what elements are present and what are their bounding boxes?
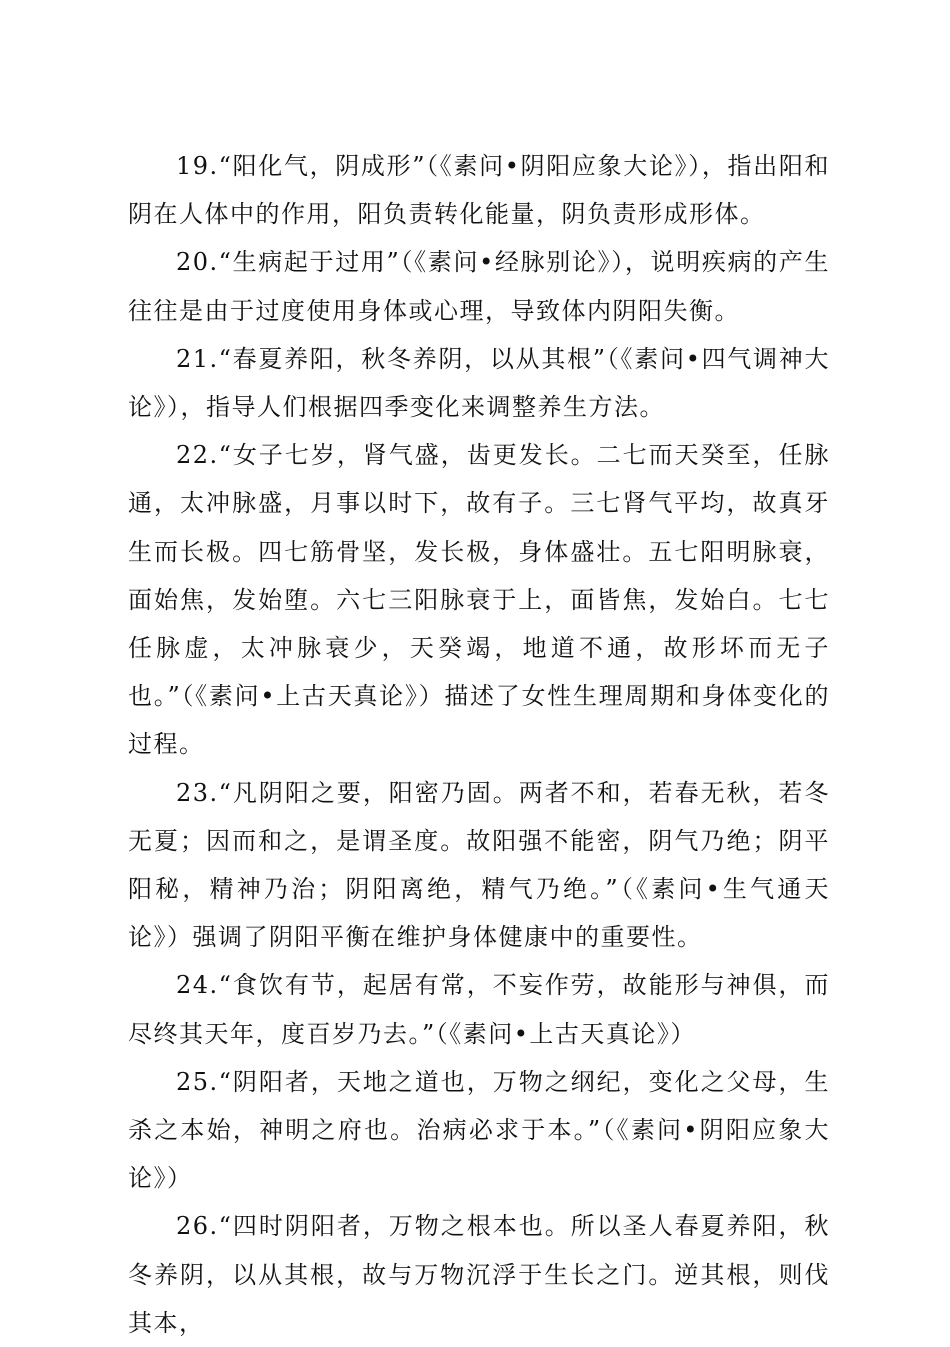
paragraph-19: 19.“阳化气，阴成形”（《素问•阴阳应象大论》），指出阳和阴在人体中的作用，阳负责转化能量，阴负责形成形体。 [128, 152, 830, 229]
paragraph-22: 22.“女子七岁，肾气盛，齿更发长。二七而天癸至，任脉通，太冲脉盛，月事以时下，故有子。三七肾气平均，故真牙生而长极。四七筋骨坚，发长极，身体盛壮。五七阳明脉衰，面始焦，发始堕。六七三阳脉衰于上，面皆焦，发始白。七七任脉虚，太冲脉衰少，天癸竭，地道不通，故形坏而无子也。”（《素问•上古天真论》）描述了女性生理周期和身体变化的过程。 [128, 441, 830, 759]
paragraph-21: 21.“春夏养阳，秋冬养阴，以从其根”（《素问•四气调神大论》），指导人们根据四季变化来调整养生方法。 [128, 344, 830, 422]
paragraph-24: 24.“食饮有节，起居有常，不妄作劳，故能形与神俱，而尽终其天年，度百岁乃去。”（《素问•上古天真论》） [128, 971, 830, 1048]
document-body [128, 142, 830, 1347]
paragraph-25: 25.“阴阳者，天地之道也，万物之纲纪，变化之父母，生杀之本始，神明之府也。治病必求于本。”（《素问•阴阳应象大论》） [128, 1067, 830, 1193]
paragraph-26: 26.“四时阴阳者，万物之根本也。所以圣人春夏养阳，秋冬养阴，以从其根，故与万物沉浮于生长之门。逆其根，则伐其本， [128, 1212, 830, 1337]
paragraph-20: 20.“生病起于过用”（《素问•经脉别论》），说明疾病的产生往往是由于过度使用身体或心理，导致体内阴阳失衡。 [128, 248, 830, 325]
paragraph-23: 23.“凡阴阳之要，阳密乃固。两者不和，若春无秋，若冬无夏；因而和之，是谓圣度。故阳强不能密，阴气乃绝；阴平阳秘，精神乃治；阴阳离绝，精气乃绝。”（《素问•生气通天论》）强调了阴阳平衡在维护身体健康中的重要性。 [128, 778, 830, 952]
